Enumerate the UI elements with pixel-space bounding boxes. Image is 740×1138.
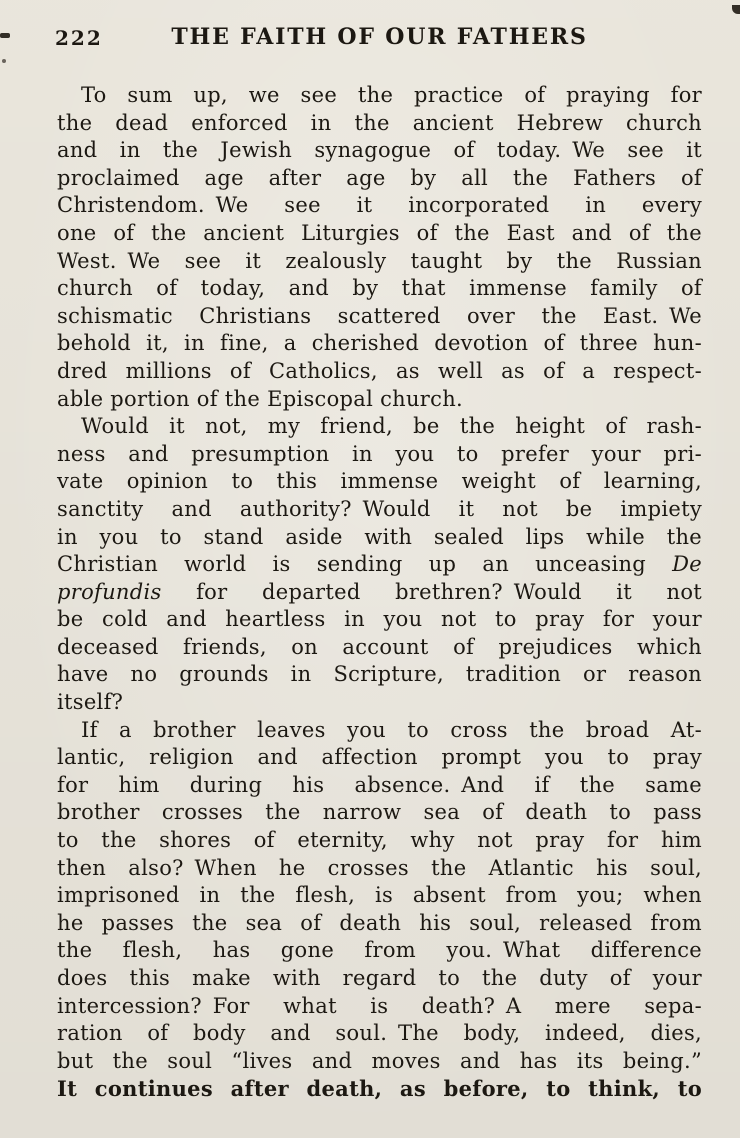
text-segment: De — [672, 552, 702, 577]
text-line — [57, 551, 702, 579]
scan-artifact — [0, 33, 10, 38]
text-segment: imprisoned in the flesh, is absent from you; when — [57, 883, 702, 908]
text-segment: profundis — [57, 579, 162, 604]
text-line — [57, 1048, 702, 1076]
text-segment: have no grounds in Scripture, tradition or reason — [57, 662, 702, 687]
page-number: 222 — [55, 26, 103, 50]
text-segment: to the shores of eternity, why not pray for him — [57, 828, 702, 853]
text-segment: and in the Jewish synagogue of today. We see it — [57, 138, 702, 163]
text-segment: itself? — [57, 690, 124, 715]
paragraph — [57, 717, 702, 1104]
text-segment: Christian world is sending up an unceasing — [57, 552, 673, 577]
text-line — [57, 882, 702, 910]
text-segment: proclaimed age after age by all the Fathers of — [57, 165, 702, 190]
text-line — [57, 661, 702, 689]
text-line — [57, 524, 702, 552]
text-segment: Christendom. We see it incorporated in every — [57, 193, 702, 218]
text-line — [57, 82, 702, 110]
text-segment: If a brother leaves you to cross the broad At- — [81, 717, 702, 742]
paragraph — [57, 413, 702, 717]
text-line — [57, 413, 702, 441]
text-line — [57, 772, 702, 800]
text-line — [57, 110, 702, 138]
text-line — [57, 744, 702, 772]
running-title: THE FAITH OF OUR FATHERS — [171, 24, 588, 50]
text-line — [57, 386, 702, 414]
text-segment: To sum up, we see the practice of praying for — [81, 83, 702, 107]
text-segment: dred millions of Catholics, as well as of a respect- — [57, 358, 702, 383]
scan-artifact — [2, 59, 6, 63]
text-line — [57, 606, 702, 634]
text-line — [57, 827, 702, 855]
text-segment: does this make with regard to the duty of your — [57, 966, 702, 990]
text-segment: behold it, in fine, a cherished devotion of three hun- — [57, 331, 702, 356]
text-segment: in you to stand aside with sealed lips while the — [57, 524, 702, 549]
text-segment: for departed brethren? Would it not — [161, 579, 702, 604]
text-line — [57, 137, 702, 165]
text-segment: intercession? For what is death? A mere sepa- — [57, 993, 702, 1018]
text-line — [57, 937, 702, 965]
text-segment: deceased friends, on account of prejudices which — [57, 634, 702, 659]
text-line — [57, 910, 702, 938]
text-segment: church of today, and by that immense family of — [57, 276, 702, 301]
text-segment: the flesh, has gone from you. What difference — [57, 938, 702, 963]
text-segment: ration of body and soul. The body, indeed, dies, — [57, 1021, 702, 1046]
text-line — [57, 1020, 702, 1048]
text-segment: schismatic Christians scattered over the East. We — [57, 303, 702, 328]
text-line — [57, 220, 702, 248]
text-segment: sanctity and authority? Would it not be impiety — [57, 496, 702, 521]
text-line — [57, 248, 702, 276]
text-line — [57, 192, 702, 220]
text-segment: ness and presumption in you to prefer your pri- — [57, 441, 702, 466]
text-segment: West. We see it zealously taught by the Russian — [57, 248, 702, 273]
text-line — [57, 993, 702, 1021]
text-line — [57, 634, 702, 662]
text-segment: lantic, religion and affection prompt you to pray — [57, 745, 702, 770]
text-segment: be cold and heartless in you not to pray for your — [57, 607, 702, 632]
text-segment: able portion of the Episcopal church. — [57, 386, 463, 411]
text-line — [57, 717, 702, 745]
paragraph — [57, 82, 702, 413]
text-segment: Would it not, my friend, be the height of rash- — [81, 414, 702, 439]
text-line — [57, 468, 702, 496]
text-line — [57, 330, 702, 358]
text-line — [57, 303, 702, 331]
text-line — [57, 579, 702, 607]
text-line — [57, 358, 702, 386]
text-block — [57, 82, 702, 1104]
text-segment: for him during his absence. And if the same — [57, 772, 702, 797]
text-segment: one of the ancient Liturgies of the East and of the — [57, 220, 702, 245]
text-segment: brother crosses the narrow sea of death to pass — [57, 800, 702, 825]
text-segment: but the soul “lives and moves and has its being.” — [57, 1048, 702, 1073]
text-segment: then also? When he crosses the Atlantic his soul, — [57, 855, 702, 880]
text-segment: he passes the sea of death his soul, released from — [57, 910, 702, 935]
text-line — [57, 496, 702, 524]
text-segment: It continues after death, as before, to think, to — [57, 1076, 702, 1102]
text-segment: vate opinion to this immense weight of learning, — [57, 469, 702, 494]
text-line — [57, 689, 702, 717]
text-line — [57, 855, 702, 883]
text-segment: the dead enforced in the ancient Hebrew church — [57, 110, 702, 135]
text-line — [57, 1075, 702, 1104]
page-header — [57, 24, 702, 52]
text-line — [57, 799, 702, 827]
text-line — [57, 965, 702, 993]
text-line — [57, 441, 702, 469]
text-line — [57, 275, 702, 303]
text-line — [57, 165, 702, 193]
